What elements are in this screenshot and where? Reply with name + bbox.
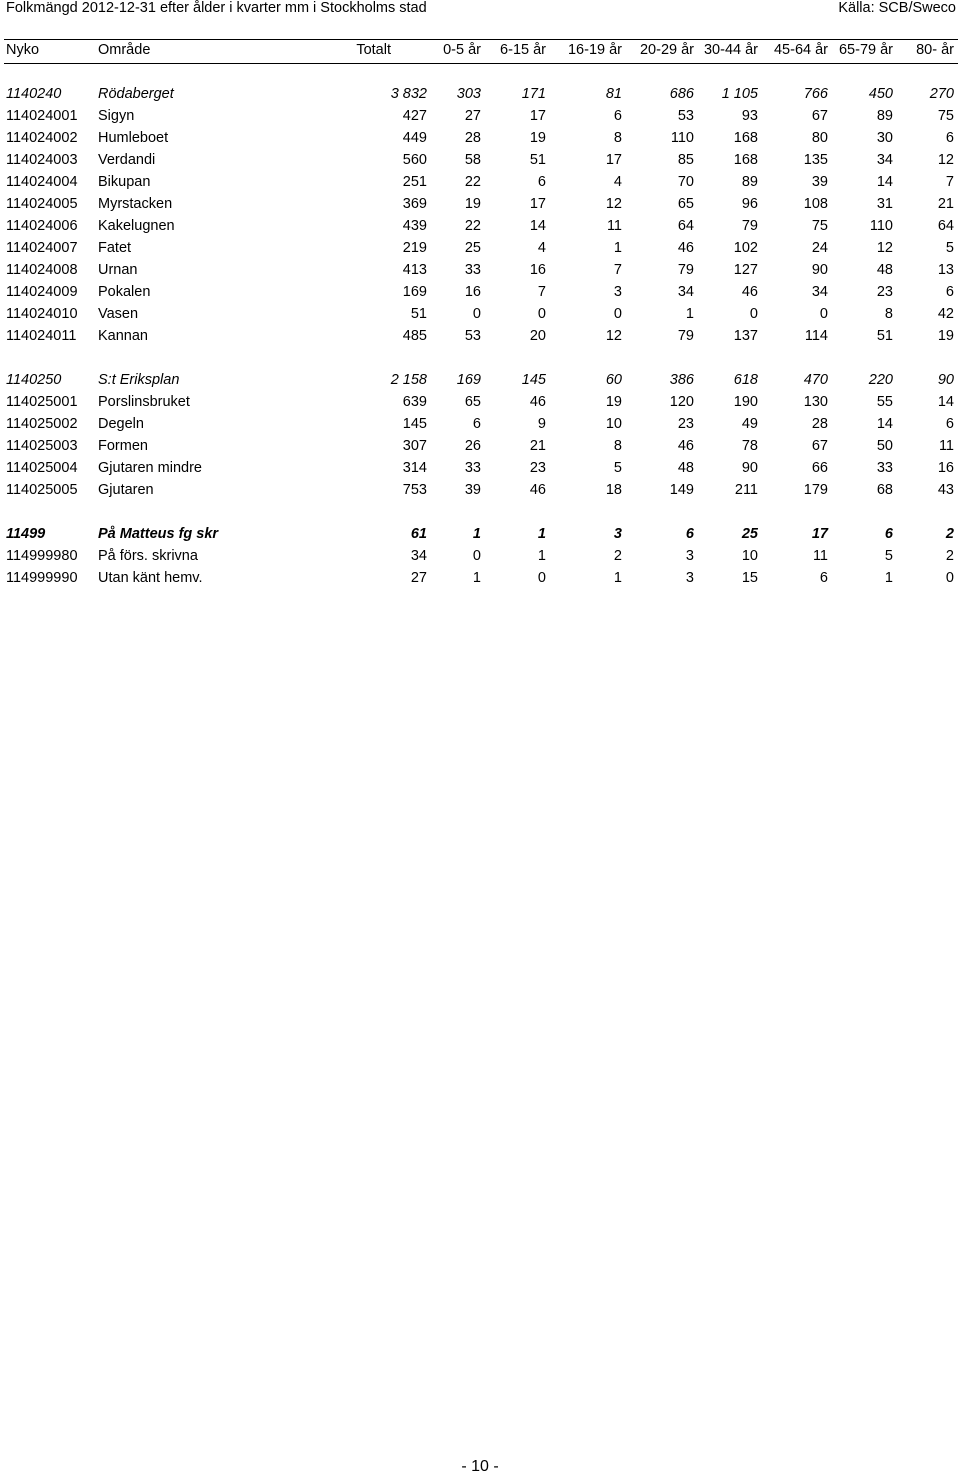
table-row <box>0 568 960 588</box>
area-name-cell: Gjutaren <box>98 482 154 498</box>
totalt-cell: 369 <box>402 196 427 212</box>
area-name-cell: Degeln <box>98 416 144 432</box>
age-6-15-cell: 46 <box>529 394 546 410</box>
age-0-5-cell: 16 <box>464 284 481 300</box>
age-20-29-cell: 85 <box>677 152 694 168</box>
age-6-15-cell: 7 <box>537 284 546 300</box>
age-65-79-cell: 14 <box>876 174 893 190</box>
age-45-64-cell: 67 <box>811 108 828 124</box>
col-header-20-29: 20-29 år <box>639 42 694 58</box>
age-0-5-cell: 19 <box>464 196 481 212</box>
age-0-5-cell: 22 <box>464 218 481 234</box>
age-45-64-cell: 11 <box>812 548 828 564</box>
table-row <box>0 282 960 302</box>
age-80-cell: 0 <box>945 570 954 586</box>
age-0-5-cell: 0 <box>472 548 481 564</box>
area-name-cell: Urnan <box>98 262 138 278</box>
age-16-19-cell: 10 <box>605 416 622 432</box>
age-30-44-cell: 0 <box>749 306 758 322</box>
totalt-cell: 314 <box>402 460 427 476</box>
age-20-29-cell: 79 <box>677 328 694 344</box>
age-6-15-cell: 46 <box>529 482 546 498</box>
nyko-cell: 114024005 <box>6 196 78 212</box>
age-45-64-cell: 67 <box>811 438 828 454</box>
age-0-5-cell: 39 <box>464 482 481 498</box>
col-header-45-64: 45-64 år <box>773 42 828 58</box>
age-80-cell: 14 <box>937 394 954 410</box>
totalt-cell: 169 <box>402 284 427 300</box>
totalt-cell: 413 <box>402 262 427 278</box>
age-0-5-cell: 22 <box>464 174 481 190</box>
age-6-15-cell: 16 <box>529 262 546 278</box>
age-30-44-cell: 102 <box>733 240 758 256</box>
age-80-cell: 2 <box>945 548 954 564</box>
age-65-79-cell: 23 <box>876 284 893 300</box>
table-row <box>0 238 960 258</box>
age-30-44-cell: 127 <box>733 262 758 278</box>
table-row <box>0 326 960 346</box>
age-45-64-cell: 66 <box>811 460 828 476</box>
age-16-19-cell: 5 <box>613 460 622 476</box>
nyko-cell: 1140250 <box>6 372 62 388</box>
nyko-cell: 114025002 <box>6 416 78 432</box>
age-65-79-cell: 55 <box>876 394 893 410</box>
age-45-64-cell: 0 <box>819 306 828 322</box>
age-6-15-cell: 6 <box>537 174 546 190</box>
nyko-cell: 11499 <box>6 526 46 542</box>
area-name-cell: Utan känt hemv. <box>98 570 203 586</box>
age-65-79-cell: 110 <box>869 218 893 234</box>
table-row <box>0 106 960 126</box>
table-row <box>0 458 960 478</box>
nyko-cell: 114024006 <box>6 218 78 234</box>
table-row <box>0 128 960 148</box>
age-6-15-cell: 14 <box>529 218 546 234</box>
age-20-29-cell: 3 <box>685 570 694 586</box>
age-30-44-cell: 137 <box>733 328 758 344</box>
area-name-cell: Porslinsbruket <box>98 394 190 410</box>
age-80-cell: 42 <box>937 306 954 322</box>
age-20-29-cell: 120 <box>669 394 694 410</box>
area-name-cell: Verdandi <box>98 152 156 168</box>
age-45-64-cell: 17 <box>811 526 828 542</box>
age-80-cell: 13 <box>937 262 954 278</box>
age-0-5-cell: 6 <box>472 416 481 432</box>
age-20-29-cell: 64 <box>677 218 694 234</box>
age-20-29-cell: 79 <box>677 262 694 278</box>
age-45-64-cell: 130 <box>803 394 828 410</box>
age-80-cell: 12 <box>937 152 954 168</box>
age-65-79-cell: 31 <box>876 196 893 212</box>
source-label: Källa: SCB/Sweco <box>838 0 956 16</box>
age-65-79-cell: 30 <box>876 130 893 146</box>
group-summary-row <box>0 84 960 104</box>
table-row <box>0 480 960 500</box>
age-80-cell: 19 <box>937 328 954 344</box>
nyko-cell: 114025001 <box>6 394 78 410</box>
age-20-29-cell: 23 <box>677 416 694 432</box>
age-6-15-cell: 0 <box>537 570 546 586</box>
age-45-64-cell: 24 <box>811 240 828 256</box>
area-name-cell: På Matteus fg skr <box>98 526 219 542</box>
totalt-cell: 449 <box>402 130 427 146</box>
age-16-19-cell: 0 <box>613 306 622 322</box>
age-0-5-cell: 27 <box>464 108 481 124</box>
age-30-44-cell: 168 <box>733 152 758 168</box>
age-16-19-cell: 6 <box>613 108 622 124</box>
age-30-44-cell: 168 <box>733 130 758 146</box>
age-65-79-cell: 34 <box>876 152 893 168</box>
col-header-nyko: Nyko <box>6 42 40 58</box>
age-80-cell: 75 <box>937 108 954 124</box>
totalt-cell: 427 <box>402 108 427 124</box>
age-16-19-cell: 11 <box>606 218 622 234</box>
nyko-cell: 114025003 <box>6 438 78 454</box>
age-6-15-cell: 23 <box>529 460 546 476</box>
nyko-cell: 114024007 <box>6 240 78 256</box>
area-name-cell: Humleboet <box>98 130 169 146</box>
age-80-cell: 21 <box>937 196 954 212</box>
age-6-15-cell: 145 <box>521 372 546 388</box>
age-20-29-cell: 110 <box>670 130 694 146</box>
age-16-19-cell: 17 <box>605 152 622 168</box>
totalt-cell: 307 <box>402 438 427 454</box>
age-20-29-cell: 3 <box>685 548 694 564</box>
age-45-64-cell: 766 <box>803 86 828 102</box>
age-80-cell: 43 <box>937 482 954 498</box>
totalt-cell: 439 <box>402 218 427 234</box>
age-30-44-cell: 78 <box>741 438 758 454</box>
nyko-cell: 114024009 <box>6 284 78 300</box>
age-0-5-cell: 303 <box>456 86 481 102</box>
table-row <box>0 194 960 214</box>
age-20-29-cell: 6 <box>685 526 694 542</box>
age-16-19-cell: 12 <box>605 196 622 212</box>
area-name-cell: Gjutaren mindre <box>98 460 202 476</box>
table-row <box>0 392 960 412</box>
nyko-cell: 114999990 <box>6 570 78 586</box>
age-20-29-cell: 48 <box>677 460 694 476</box>
age-30-44-cell: 90 <box>741 460 758 476</box>
col-header-16-19: 16-19 år <box>567 42 622 58</box>
age-6-15-cell: 9 <box>537 416 546 432</box>
age-16-19-cell: 60 <box>605 372 622 388</box>
age-45-64-cell: 39 <box>811 174 828 190</box>
nyko-cell: 114024004 <box>6 174 78 190</box>
age-6-15-cell: 1 <box>537 548 546 564</box>
age-45-64-cell: 28 <box>811 416 828 432</box>
totalt-cell: 34 <box>410 548 427 564</box>
age-65-79-cell: 48 <box>876 262 893 278</box>
age-80-cell: 5 <box>945 240 954 256</box>
age-30-44-cell: 46 <box>741 284 758 300</box>
nyko-cell: 114024011 <box>6 328 77 344</box>
age-65-79-cell: 1 <box>884 570 893 586</box>
col-header-30-44: 30-44 år <box>703 42 758 58</box>
totalt-cell: 219 <box>402 240 427 256</box>
age-30-44-cell: 10 <box>741 548 758 564</box>
age-20-29-cell: 70 <box>677 174 694 190</box>
area-name-cell: Bikupan <box>98 174 151 190</box>
age-6-15-cell: 19 <box>529 130 546 146</box>
area-name-cell: Pokalen <box>98 284 151 300</box>
age-16-19-cell: 2 <box>613 548 622 564</box>
age-6-15-cell: 21 <box>529 438 546 454</box>
age-45-64-cell: 114 <box>804 328 828 344</box>
nyko-cell: 114024003 <box>6 152 78 168</box>
age-80-cell: 64 <box>937 218 954 234</box>
age-30-44-cell: 96 <box>741 196 758 212</box>
age-16-19-cell: 7 <box>613 262 622 278</box>
age-65-79-cell: 51 <box>876 328 893 344</box>
age-80-cell: 6 <box>945 416 954 432</box>
table-row <box>0 304 960 324</box>
age-6-15-cell: 17 <box>529 196 546 212</box>
age-16-19-cell: 8 <box>613 438 622 454</box>
age-0-5-cell: 25 <box>464 240 481 256</box>
age-0-5-cell: 33 <box>464 262 481 278</box>
age-45-64-cell: 108 <box>803 196 828 212</box>
age-0-5-cell: 26 <box>464 438 481 454</box>
totalt-cell: 3 832 <box>390 86 427 102</box>
age-30-44-cell: 190 <box>733 394 758 410</box>
age-0-5-cell: 28 <box>464 130 481 146</box>
age-0-5-cell: 53 <box>464 328 481 344</box>
age-45-64-cell: 90 <box>811 262 828 278</box>
age-45-64-cell: 179 <box>803 482 828 498</box>
age-20-29-cell: 65 <box>677 196 694 212</box>
nyko-cell: 114024001 <box>6 108 78 124</box>
age-65-79-cell: 220 <box>868 372 893 388</box>
age-0-5-cell: 33 <box>464 460 481 476</box>
age-0-5-cell: 0 <box>472 306 481 322</box>
age-80-cell: 6 <box>945 130 954 146</box>
nyko-cell: 114024008 <box>6 262 78 278</box>
age-80-cell: 16 <box>937 460 954 476</box>
age-0-5-cell: 58 <box>464 152 481 168</box>
age-65-79-cell: 12 <box>876 240 893 256</box>
age-45-64-cell: 135 <box>803 152 828 168</box>
age-20-29-cell: 1 <box>685 306 694 322</box>
age-6-15-cell: 17 <box>529 108 546 124</box>
age-45-64-cell: 470 <box>803 372 828 388</box>
age-16-19-cell: 19 <box>605 394 622 410</box>
age-16-19-cell: 3 <box>613 284 622 300</box>
area-name-cell: Vasen <box>98 306 139 322</box>
age-80-cell: 6 <box>945 284 954 300</box>
age-16-19-cell: 1 <box>613 240 622 256</box>
totalt-cell: 560 <box>402 152 427 168</box>
totalt-cell: 485 <box>402 328 427 344</box>
age-65-79-cell: 50 <box>876 438 893 454</box>
age-6-15-cell: 20 <box>529 328 546 344</box>
totalt-cell: 753 <box>402 482 427 498</box>
table-row <box>0 414 960 434</box>
age-65-79-cell: 89 <box>876 108 893 124</box>
age-30-44-cell: 49 <box>741 416 758 432</box>
age-80-cell: 7 <box>945 174 954 190</box>
age-65-79-cell: 6 <box>884 526 893 542</box>
group-summary-row <box>0 370 960 390</box>
table-row <box>0 150 960 170</box>
age-20-29-cell: 46 <box>677 438 694 454</box>
totalt-cell: 61 <box>410 526 427 542</box>
age-20-29-cell: 149 <box>669 482 694 498</box>
area-name-cell: På förs. skrivna <box>98 548 198 564</box>
age-16-19-cell: 4 <box>613 174 622 190</box>
age-30-44-cell: 618 <box>733 372 758 388</box>
col-header-0-5: 0-5 år <box>443 42 481 58</box>
age-16-19-cell: 81 <box>605 86 622 102</box>
totalt-cell: 145 <box>402 416 427 432</box>
age-65-79-cell: 8 <box>884 306 893 322</box>
nyko-cell: 114024002 <box>6 130 78 146</box>
age-6-15-cell: 4 <box>537 240 546 256</box>
age-65-79-cell: 450 <box>868 86 893 102</box>
area-name-cell: Fatet <box>98 240 132 256</box>
page-number: - 10 - <box>461 1458 499 1475</box>
area-name-cell: Rödaberget <box>98 86 174 102</box>
area-name-cell: Kakelugnen <box>98 218 175 234</box>
area-name-cell: Kannan <box>98 328 148 344</box>
totalt-cell: 27 <box>410 570 427 586</box>
age-16-19-cell: 18 <box>605 482 622 498</box>
age-16-19-cell: 3 <box>613 526 622 542</box>
age-45-64-cell: 34 <box>811 284 828 300</box>
nyko-cell: 1140240 <box>6 86 62 102</box>
age-20-29-cell: 53 <box>677 108 694 124</box>
age-20-29-cell: 386 <box>669 372 694 388</box>
group-summary-row <box>0 524 960 544</box>
column-header-row <box>0 40 960 60</box>
age-80-cell: 270 <box>929 86 954 102</box>
age-65-79-cell: 68 <box>876 482 893 498</box>
age-30-44-cell: 15 <box>741 570 758 586</box>
age-20-29-cell: 686 <box>669 86 694 102</box>
col-header-6-15: 6-15 år <box>500 42 546 58</box>
age-16-19-cell: 1 <box>613 570 622 586</box>
nyko-cell: 114025005 <box>6 482 78 498</box>
report-title-bar <box>6 0 956 18</box>
age-65-79-cell: 33 <box>876 460 893 476</box>
totalt-cell: 639 <box>402 394 427 410</box>
nyko-cell: 114025004 <box>6 460 78 476</box>
nyko-cell: 114024010 <box>6 306 78 322</box>
age-30-44-cell: 1 105 <box>721 86 758 102</box>
area-name-cell: S:t Eriksplan <box>98 372 180 388</box>
age-30-44-cell: 211 <box>734 482 758 498</box>
age-65-79-cell: 14 <box>876 416 893 432</box>
age-6-15-cell: 0 <box>537 306 546 322</box>
age-30-44-cell: 89 <box>741 174 758 190</box>
totalt-cell: 51 <box>410 306 427 322</box>
table-row <box>0 546 960 566</box>
age-6-15-cell: 1 <box>537 526 546 542</box>
age-0-5-cell: 169 <box>456 372 481 388</box>
age-16-19-cell: 12 <box>605 328 622 344</box>
report-title: Folkmängd 2012-12-31 efter ålder i kvarter mm i Stockholms stad <box>6 0 427 16</box>
age-6-15-cell: 51 <box>529 152 546 168</box>
area-name-cell: Myrstacken <box>98 196 173 212</box>
age-16-19-cell: 8 <box>613 130 622 146</box>
age-80-cell: 2 <box>945 526 954 542</box>
age-80-cell: 11 <box>938 438 954 454</box>
col-header-omrade: Område <box>98 42 151 58</box>
col-header-65-79: 65-79 år <box>838 42 893 58</box>
age-30-44-cell: 79 <box>741 218 758 234</box>
table-row <box>0 260 960 280</box>
age-45-64-cell: 6 <box>819 570 828 586</box>
table-row <box>0 216 960 236</box>
col-header-80: 80- år <box>916 42 954 58</box>
area-name-cell: Formen <box>98 438 148 454</box>
age-0-5-cell: 1 <box>472 526 481 542</box>
header-bottom-rule <box>4 63 958 64</box>
age-20-29-cell: 34 <box>677 284 694 300</box>
area-name-cell: Sigyn <box>98 108 135 124</box>
age-20-29-cell: 46 <box>677 240 694 256</box>
nyko-cell: 114999980 <box>6 548 78 564</box>
age-0-5-cell: 1 <box>472 570 481 586</box>
table-row <box>0 436 960 456</box>
table-row <box>0 172 960 192</box>
age-45-64-cell: 80 <box>811 130 828 146</box>
age-80-cell: 90 <box>937 372 954 388</box>
age-0-5-cell: 65 <box>464 394 481 410</box>
totalt-cell: 2 158 <box>390 372 427 388</box>
age-6-15-cell: 171 <box>521 86 546 102</box>
age-30-44-cell: 93 <box>741 108 758 124</box>
age-30-44-cell: 25 <box>741 526 758 542</box>
age-65-79-cell: 5 <box>884 548 893 564</box>
totalt-cell: 251 <box>402 174 427 190</box>
col-header-totalt: Totalt <box>356 42 391 58</box>
age-45-64-cell: 75 <box>811 218 828 234</box>
